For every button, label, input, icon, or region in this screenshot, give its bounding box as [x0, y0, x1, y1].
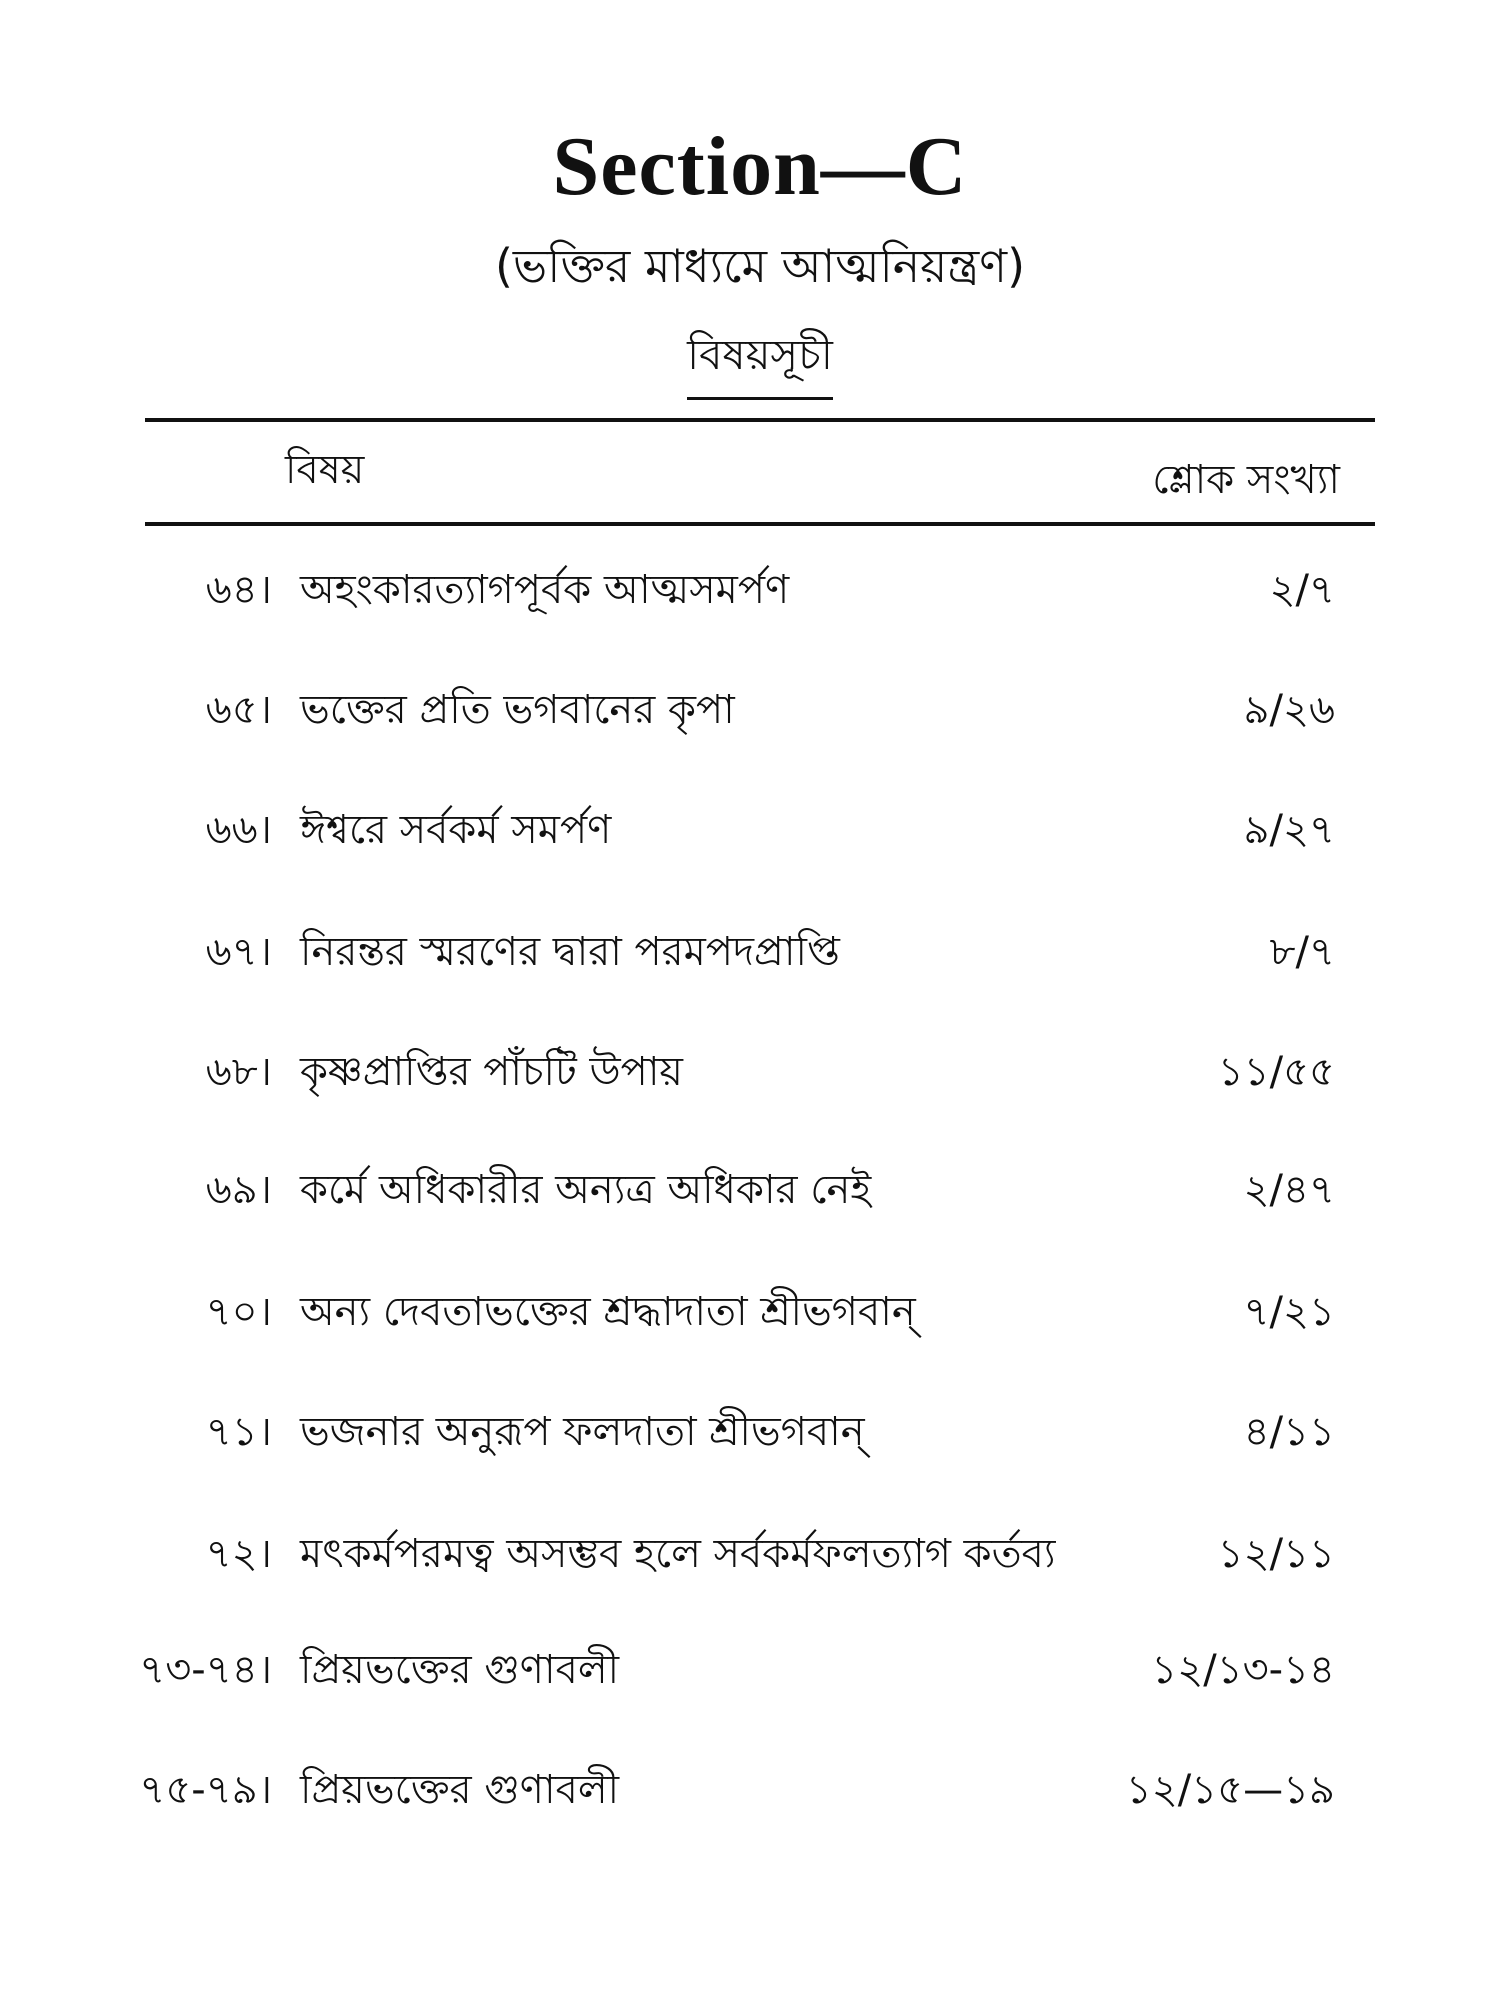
toc-row-number: ৬৭। — [205, 929, 272, 975]
toc-row-topic: ভক্তের প্রতি ভগবানের কৃপা — [300, 687, 735, 733]
toc-row-verse-ref: ৯/২৭ — [1243, 807, 1335, 853]
toc-row-verse-ref: ২/৭ — [1269, 567, 1335, 613]
toc-row-topic: মৎকর্মপরমত্ব অসম্ভব হলে সর্বকর্মফলত্যাগ কর্তব্য — [300, 1531, 1056, 1577]
toc-label: বিষয়সূচী — [687, 322, 833, 400]
toc-row-number: ৭০। — [205, 1289, 272, 1335]
toc-row-number: ৬৬। — [205, 807, 272, 853]
toc-row — [0, 560, 1500, 620]
toc-row — [0, 1524, 1500, 1584]
toc-row-topic: কৃষ্ণপ্রাপ্তির পাঁচটি উপায় — [300, 1049, 683, 1095]
toc-row — [0, 1402, 1500, 1462]
toc-row-topic: ভজনার অনুরূপ ফলদাতা শ্রীভগবান্ — [300, 1409, 865, 1455]
table-top-rule — [145, 418, 1375, 422]
toc-row-number: ৬৪। — [205, 567, 272, 613]
toc-row-number: ৭২। — [205, 1531, 272, 1577]
toc-row — [0, 1160, 1500, 1220]
toc-row-number: ৬৫। — [205, 687, 272, 733]
toc-row-topic: অহংকারত্যাগপূর্বক আত্মসমর্পণ — [300, 567, 790, 613]
toc-row — [0, 1640, 1500, 1700]
toc-row — [0, 922, 1500, 982]
toc-row-verse-ref: ১২/১৩-১৪ — [1151, 1647, 1335, 1693]
toc-row-verse-ref: ১১/৫৫ — [1217, 1049, 1335, 1095]
toc-row-verse-ref: ২/৪৭ — [1243, 1167, 1335, 1213]
toc-label-wrapper — [0, 322, 1500, 400]
toc-row-verse-ref: ১২/১৫—১৯ — [1125, 1767, 1335, 1813]
toc-row — [0, 680, 1500, 740]
toc-row-verse-ref: ৮/৭ — [1269, 929, 1335, 975]
toc-row-number: ৭৩-৭৪। — [139, 1647, 272, 1693]
table-header-rule — [145, 522, 1375, 526]
toc-row-topic: নিরন্তর স্মরণের দ্বারা পরমপদপ্রাপ্তি — [300, 929, 840, 975]
toc-row-topic: অন্য দেবতাভক্তের শ্রদ্ধাদাতা শ্রীভগবান্ — [300, 1289, 916, 1335]
section-title: Section—C — [552, 120, 968, 213]
toc-row-topic: প্রিয়ভক্তের গুণাবলী — [300, 1647, 620, 1693]
toc-row-verse-ref: ৪/১১ — [1243, 1409, 1335, 1455]
toc-row-verse-ref: ৭/২১ — [1243, 1289, 1335, 1335]
toc-row-number: ৬৯। — [205, 1167, 272, 1213]
column-header-verse: শ্লোক সংখ্যা — [1152, 457, 1340, 503]
toc-row-topic: ঈশ্বরে সর্বকর্ম সমর্পণ — [300, 807, 612, 853]
toc-row-number: ৭১। — [205, 1409, 272, 1455]
toc-row — [0, 1042, 1500, 1102]
section-subtitle: (ভক্তির মাধ্যমে আত্মনিয়ন্ত্রণ) — [494, 239, 1026, 293]
toc-row-verse-ref: ১২/১১ — [1217, 1531, 1335, 1577]
toc-row-topic: প্রিয়ভক্তের গুণাবলী — [300, 1767, 620, 1813]
column-header-subject: বিষয় — [285, 447, 365, 493]
toc-row-verse-ref: ৯/২৬ — [1243, 687, 1335, 733]
toc-row-topic: কর্মে অধিকারীর অন্যত্র অধিকার নেই — [300, 1167, 872, 1213]
toc-row-number: ৬৮। — [205, 1049, 272, 1095]
toc-row — [0, 1760, 1500, 1820]
toc-row-number: ৭৫-৭৯। — [139, 1767, 272, 1813]
toc-row — [0, 1282, 1500, 1342]
toc-row — [0, 800, 1500, 860]
